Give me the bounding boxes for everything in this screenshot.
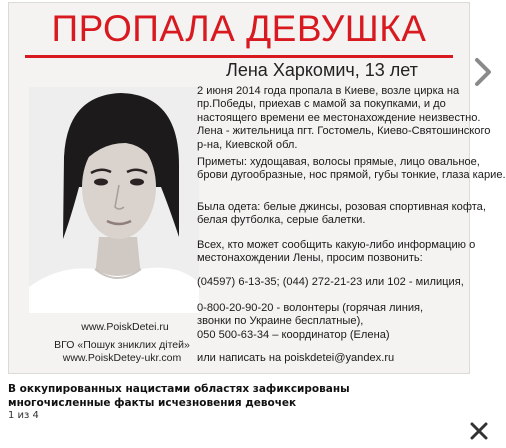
- text-line: Лена - жительница пгт. Гостомель, Киево-Святошинского: [197, 125, 491, 138]
- police-phones: [197, 276, 467, 289]
- email-contact: [197, 352, 467, 365]
- text-line: пр.Победы, приехав с мамой за покупками, и до: [197, 98, 446, 111]
- poster-title: ПРОПАЛА ДЕВУШКА: [51, 8, 427, 49]
- chevron-right-icon: [472, 57, 494, 87]
- poisk-site-url: www.PoiskDetei.ru: [81, 321, 169, 333]
- caption-line: В оккупированных нацистами областях зафиксированы: [8, 383, 350, 395]
- close-icon: [469, 421, 489, 441]
- caption-line: многочисленные факты исчезновения девочек: [8, 397, 297, 409]
- organization-info: [37, 339, 207, 365]
- appearance-description: [197, 156, 506, 183]
- text-line: местонахождении Лены, просим позвонить:: [197, 252, 423, 265]
- org-name: ВГО «Пошук зниклих дітей»: [54, 339, 190, 351]
- volunteer-phones: [197, 302, 467, 342]
- text-line: 050 500-63-34 – координатор (Елена): [197, 328, 390, 341]
- close-button[interactable]: [466, 418, 492, 444]
- text-line: звонки по Украине бесплатные),: [197, 315, 364, 328]
- image-caption: [8, 382, 448, 410]
- clothing-description: [197, 201, 486, 228]
- disappearance-details: [197, 85, 491, 152]
- text-line: р-на, Киевской обл.: [197, 138, 298, 151]
- org-site: www.PoiskDetey-ukr.com: [62, 352, 182, 364]
- missing-person-poster: [8, 2, 506, 374]
- text-line: брови дугообразные, нос прямой, губы тонкие, глаза карие.: [197, 169, 506, 182]
- text-line: (04597) 6-13-35; (044) 272-21-23 или 102 - милиция,: [197, 276, 464, 288]
- text-line: 0-800-20-90-20 - волонтеры (горячая линия,: [197, 302, 424, 314]
- contact-request: [197, 239, 476, 266]
- text-line: 2 июня 2014 года пропала в Киеве, возле цирка на: [197, 85, 460, 97]
- text-line: настоящего времени ее местонахождение неизвестно.: [197, 111, 481, 124]
- missing-person-name: Лена Харкомич, 13 лет: [226, 60, 418, 80]
- text-line: Приметы: худощавая, волосы прямые, лицо овальное,: [197, 156, 480, 168]
- next-image-button[interactable]: [468, 52, 498, 92]
- text-line: белая футболка, серые балетки.: [197, 214, 366, 227]
- girl-photo: [29, 87, 199, 313]
- text-line: Была одета: белые джинсы, розовая спортивная кофта,: [197, 201, 486, 213]
- poster-title-underline: [25, 55, 453, 58]
- image-counter: 1 из 4: [8, 410, 39, 421]
- text-line: или написать на poiskdetei@yandex.ru: [197, 352, 395, 364]
- text-line: Всех, кто может сообщить какую-либо информацию о: [197, 239, 476, 251]
